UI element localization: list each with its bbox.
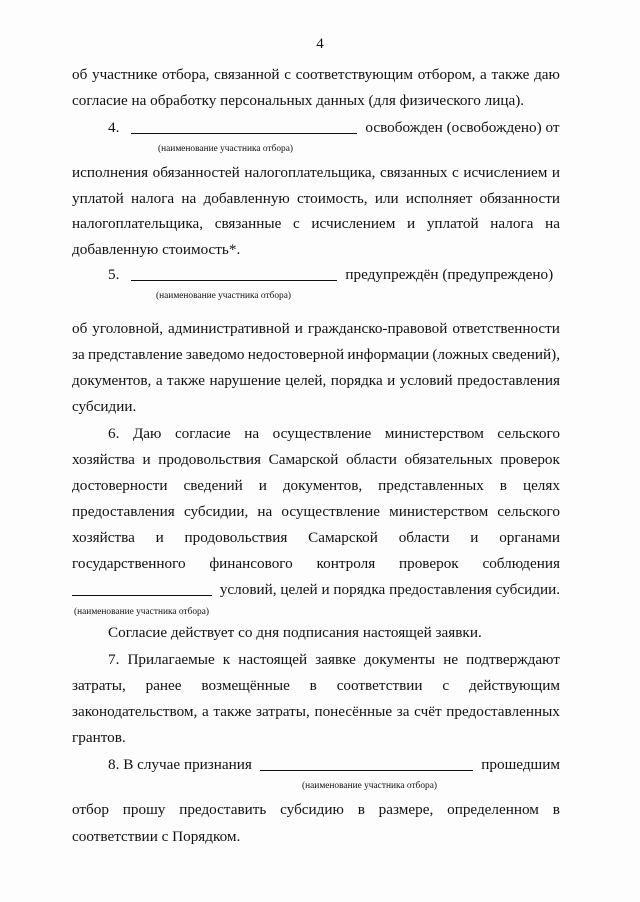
- word: подтверждают: [466, 651, 560, 668]
- word: ранее: [145, 677, 182, 694]
- text-line: [72, 529, 560, 547]
- word: осуществление: [281, 503, 381, 520]
- word: обязанностей: [152, 164, 240, 181]
- word: целях: [522, 477, 560, 494]
- word: за: [72, 346, 85, 363]
- word: сельского: [497, 503, 560, 520]
- word: стоимость,: [297, 190, 368, 207]
- word: определенном: [447, 801, 539, 818]
- field-caption: (наименование участника отбора): [158, 144, 293, 154]
- word: области: [346, 451, 397, 468]
- word: об: [72, 320, 88, 337]
- word: исчислением: [463, 164, 548, 181]
- word: также: [167, 372, 205, 389]
- word: финансового: [209, 555, 293, 572]
- word: связанной: [214, 66, 280, 83]
- word: затраты,: [256, 703, 310, 720]
- text-line: [72, 346, 560, 364]
- word: обязательных: [404, 451, 493, 468]
- text-line: [72, 241, 560, 259]
- word: контроля: [316, 555, 376, 572]
- text-line: [72, 503, 560, 521]
- text-line: [72, 66, 560, 84]
- word: связанные: [214, 215, 282, 232]
- word: даю: [534, 66, 560, 83]
- item-6-blank-tail: условий, целей и порядка предоставления субсидии.: [219, 581, 560, 598]
- word: исполняет: [405, 190, 473, 207]
- item-6-blank-line: [72, 581, 560, 599]
- word: в: [309, 677, 317, 694]
- word: документов,: [282, 477, 363, 494]
- text-line: [72, 677, 560, 695]
- participant-blank-field: [131, 266, 337, 281]
- word: информации: [347, 346, 430, 363]
- word: отбором,: [417, 66, 476, 83]
- word: отбора,: [162, 66, 210, 83]
- text-line: [72, 828, 560, 846]
- word: исполнения: [72, 164, 149, 181]
- word: на: [257, 503, 273, 520]
- word: и: [258, 477, 267, 494]
- word: соответствии: [336, 677, 423, 694]
- word: проверок: [500, 451, 560, 468]
- word: целей,: [285, 372, 327, 389]
- word: заведомо: [185, 346, 245, 363]
- word: или: [374, 190, 399, 207]
- word: исчислением: [311, 215, 396, 232]
- text-line: [108, 651, 560, 669]
- word: также: [213, 703, 252, 720]
- word: осуществление: [272, 425, 372, 442]
- word: субсидию: [280, 801, 344, 818]
- item-number: 5.: [108, 266, 120, 283]
- word: налогоплательщика,: [72, 215, 204, 232]
- word: а: [202, 703, 209, 720]
- word: а: [480, 66, 487, 83]
- word: 7.: [108, 651, 120, 668]
- participant-blank-field: [131, 119, 357, 134]
- item-4-heading: [108, 119, 560, 137]
- word: заявке: [315, 651, 356, 668]
- word: уплатой: [426, 215, 479, 232]
- word: представленных: [378, 477, 484, 494]
- word: субсидии,: [183, 503, 249, 520]
- text-line: [72, 398, 560, 416]
- word: представление: [88, 346, 183, 363]
- word: на: [545, 215, 560, 232]
- text-line: [72, 215, 560, 233]
- word: условий: [399, 372, 453, 389]
- item-8-lead: 8. В случае признания: [108, 756, 252, 773]
- word: Самарской: [308, 529, 378, 546]
- word: области: [398, 529, 450, 546]
- word: сведений: [183, 477, 243, 494]
- word: за: [396, 703, 410, 720]
- word: сведений),: [491, 346, 560, 363]
- word: настоящей: [238, 651, 308, 668]
- word: с: [284, 66, 291, 83]
- word: в: [499, 477, 507, 494]
- word: в: [357, 801, 365, 818]
- word: и: [407, 215, 416, 232]
- word: хозяйства: [72, 451, 135, 468]
- word: возмещённые: [201, 677, 290, 694]
- word: счёт: [414, 703, 442, 720]
- word: и: [551, 164, 560, 181]
- word: (ложных: [432, 346, 489, 363]
- word: министерством: [389, 503, 489, 520]
- word: предоставленных: [446, 703, 560, 720]
- text-line: [72, 477, 560, 495]
- item-number: 4.: [108, 119, 120, 136]
- word: Самарской: [268, 451, 339, 468]
- item-4-tail: освобожден (освобождено) от: [365, 119, 560, 136]
- word: Прилагаемые: [127, 651, 215, 668]
- field-caption: (наименование участника отбора): [302, 781, 437, 791]
- word: в: [552, 801, 560, 818]
- text-line: [72, 190, 560, 208]
- word: с: [452, 164, 459, 181]
- word: законодательством,: [72, 703, 198, 720]
- word: об: [72, 66, 88, 83]
- word: налога: [490, 215, 534, 232]
- word: административной: [168, 320, 290, 337]
- word: недостоверной: [247, 346, 345, 363]
- item-8-tail: прошедшим: [481, 756, 560, 773]
- word: прошу: [122, 801, 166, 818]
- word: Даю: [132, 425, 162, 442]
- word: министерством: [384, 425, 484, 442]
- word: и: [155, 529, 164, 546]
- word: и: [294, 320, 303, 337]
- word: также: [491, 66, 530, 83]
- word: и: [142, 451, 151, 468]
- item-5-heading: [108, 266, 560, 284]
- field-caption: (наименование участника отбора): [156, 291, 291, 301]
- text-line: [72, 703, 560, 721]
- word: действующим: [468, 677, 560, 694]
- word: документы: [363, 651, 436, 668]
- word: соблюдения: [482, 555, 560, 572]
- text-line: [72, 451, 560, 469]
- word: грантов.: [72, 729, 126, 746]
- word: документов,: [72, 372, 152, 389]
- word: продовольствия: [158, 451, 262, 468]
- item-5-tail: предупреждён (предупреждено): [345, 266, 554, 283]
- word: участнике: [91, 66, 158, 83]
- word: на: [181, 190, 197, 207]
- word: предоставления: [457, 372, 560, 389]
- item-8-heading: [108, 756, 560, 774]
- text-line: [72, 801, 560, 819]
- word: соответствующим: [295, 66, 414, 83]
- word: с: [442, 677, 450, 694]
- participant-blank-field: [72, 581, 212, 596]
- text-line: [72, 372, 560, 390]
- word: понесённые: [314, 703, 393, 720]
- word: нарушение: [209, 372, 281, 389]
- word: предоставить: [179, 801, 267, 818]
- text-line: [72, 729, 560, 747]
- word: хозяйства: [72, 529, 135, 546]
- word: уплатой: [72, 190, 124, 207]
- word: к: [222, 651, 231, 668]
- word: на: [244, 425, 260, 442]
- word: и: [387, 372, 396, 389]
- word: согласие на обработку персональных данных (для физического лица).: [72, 92, 525, 109]
- word: с: [293, 215, 300, 232]
- word: уголовной,: [92, 320, 164, 337]
- text-line: [108, 425, 560, 443]
- word: гражданско-правовой: [307, 320, 448, 337]
- word: соответствии с Порядком.: [72, 828, 241, 845]
- word: связанных: [379, 164, 448, 181]
- word: а: [155, 372, 163, 389]
- word: налога: [131, 190, 175, 207]
- word: добавленную: [203, 190, 290, 207]
- word: добавленную стоимость*.: [72, 241, 241, 258]
- word: государственного: [72, 555, 186, 572]
- word: размере,: [378, 801, 434, 818]
- word: достоверности: [72, 477, 168, 494]
- word: предоставления: [72, 503, 175, 520]
- word: порядка: [330, 372, 383, 389]
- word: проверок: [398, 555, 459, 572]
- word: согласие: [174, 425, 231, 442]
- consent-line: Согласие действует со дня подписания настоящей заявки.: [108, 624, 482, 641]
- word: затраты,: [72, 677, 126, 694]
- word: налогоплательщика,: [244, 164, 376, 181]
- field-caption: (наименование участника отбора): [74, 607, 209, 617]
- participant-blank-field: [260, 756, 473, 771]
- word: 6.: [108, 425, 120, 442]
- word: ответственности: [452, 320, 560, 337]
- text-line: [72, 164, 560, 182]
- word: отбор: [72, 801, 109, 818]
- word: и: [470, 529, 479, 546]
- word: обязанности: [479, 190, 560, 207]
- text-line: [72, 92, 560, 110]
- word: сельского: [497, 425, 560, 442]
- word: продовольствия: [184, 529, 288, 546]
- text-line: [72, 555, 560, 573]
- word: субсидии.: [72, 398, 137, 415]
- word: не: [443, 651, 459, 668]
- text-line: [72, 320, 560, 338]
- word: органами: [499, 529, 560, 546]
- page-number: 4: [316, 36, 324, 52]
